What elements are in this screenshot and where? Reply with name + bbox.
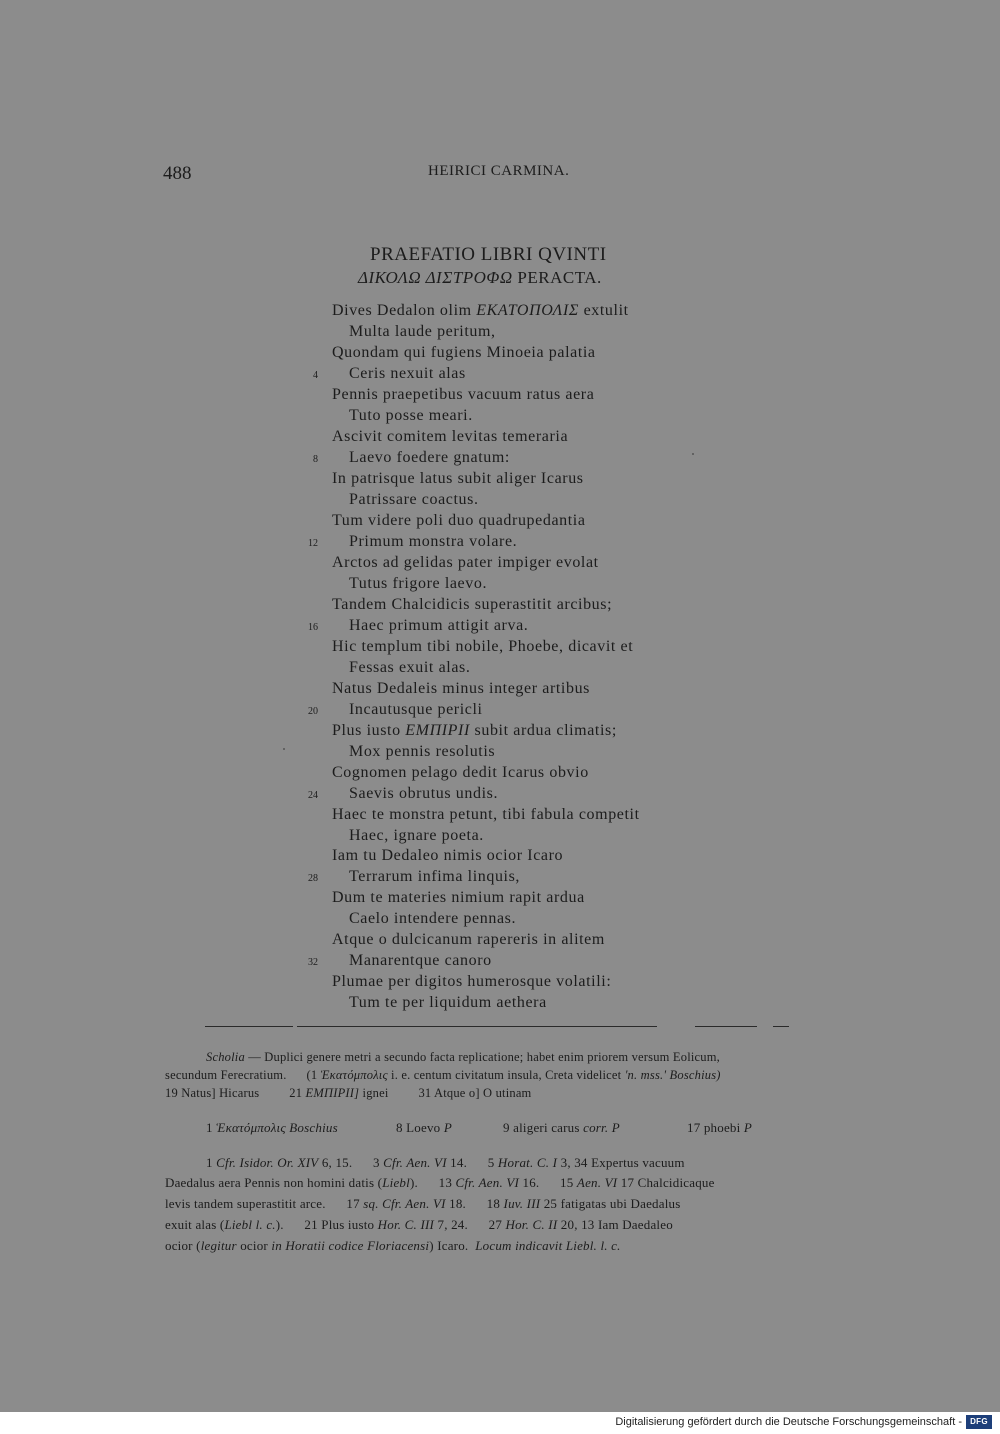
verse-text: Arctos ad gelidas pater impiger evolat	[332, 553, 599, 571]
source-text: levis tandem superastitit arce.	[165, 1196, 326, 1211]
verse-text: Haec primum attigit arva.	[349, 616, 529, 634]
verse-line	[349, 533, 517, 551]
scholia-greek: Ἑκατόμπολις	[320, 1068, 388, 1082]
scholia-text: ignei	[359, 1086, 389, 1100]
source-text: Daedalus aera Pennis non homini datis (	[165, 1175, 383, 1190]
verse-line	[332, 596, 612, 614]
source-citation: legitur	[200, 1238, 237, 1253]
verse-line	[332, 847, 563, 865]
verse-text: Dum te materies nimium rapit ardua	[332, 889, 585, 907]
verse-line	[349, 323, 496, 341]
source-text: 18.	[445, 1196, 466, 1211]
scholia-text: 21	[289, 1086, 306, 1100]
variant-siglum: P	[743, 1120, 753, 1135]
verse-line	[332, 638, 633, 656]
scholia-text: secundum Ferecratium.	[165, 1068, 287, 1082]
source-citation: Liebl	[382, 1175, 410, 1190]
source-text: 17 Chalcidicaque	[617, 1175, 715, 1190]
verse-text: Atque o dulcicanum rapereris in alitem	[332, 931, 605, 949]
line-number: 12	[308, 537, 318, 549]
verse-line	[332, 931, 605, 949]
variant-text: 9 aligeri carus	[503, 1120, 584, 1135]
scholia-text: Duplici genere metri a secundo facta replicatione; habet enim priorem versum Eolicum,	[264, 1050, 720, 1064]
source-line-3	[165, 1196, 681, 1212]
source-text: 3, 34 Expertus vacuum	[557, 1155, 685, 1170]
verse-text: Plus iusto	[332, 721, 406, 739]
scan-speck	[692, 453, 694, 455]
verse-text: Cognomen pelago dedit Icarus obvio	[332, 763, 589, 781]
verse-text: Tandem Chalcidicis superastitit arcibus;	[332, 595, 613, 613]
scholia-line-2	[165, 1068, 721, 1083]
verse-text: Haec te monstra petunt, tibi fabula competit	[332, 805, 640, 823]
subtitle-latin: PERACTA.	[517, 268, 602, 287]
verse-line	[349, 659, 470, 677]
source-line-4	[165, 1217, 673, 1233]
source-text: 6, 15.	[318, 1155, 353, 1170]
page-number: 488	[163, 163, 192, 184]
variant-text: 1	[206, 1120, 217, 1135]
scholia-text: 19 Natus] Hicarus	[165, 1086, 260, 1100]
scholia-dash: —	[244, 1050, 265, 1064]
verse-text: Pennis praepetibus vacuum ratus aera	[332, 385, 595, 403]
line-number: 4	[313, 369, 318, 381]
verse-text: Fessas exuit alas.	[349, 658, 471, 676]
scholia-text: i. e. centum civitatum insula, Creta videlicet	[387, 1068, 625, 1082]
source-citation: Cfr. Aen. VI	[455, 1175, 520, 1190]
verse-text: Plumae per digitos humerosque volatili:	[332, 973, 612, 991]
verse-text: Manarentque canoro	[349, 952, 492, 970]
source-citation: sq. Cfr. Aen. VI	[363, 1196, 446, 1211]
source-line-1	[206, 1155, 685, 1171]
verse-line	[349, 743, 495, 761]
verse-text: Terrarum infima linquis,	[349, 868, 521, 886]
verse-text: Ceris nexuit alas	[349, 364, 466, 382]
verse-text: Tutus frigore laevo.	[349, 574, 488, 592]
source-text: 5	[467, 1155, 498, 1170]
poem-subtitle	[358, 268, 602, 288]
scholia-line-1	[206, 1050, 720, 1065]
verse-text: Iam tu Dedaleo nimis ocior Icaro	[332, 847, 564, 865]
verse-line	[349, 952, 492, 970]
scan-speck	[283, 748, 285, 750]
source-text: ocior (	[165, 1238, 201, 1253]
source-text: ).	[409, 1175, 418, 1190]
verse-text: In patrisque latus subit aliger Icarus	[332, 469, 584, 487]
verse-line	[332, 764, 589, 782]
line-number: 20	[308, 705, 318, 717]
source-line-2	[165, 1175, 715, 1191]
variant-text: 8 Loevo	[396, 1120, 444, 1135]
verse-line	[349, 449, 510, 467]
scholia-text: 31 Atque o] O utinam	[418, 1086, 532, 1100]
verse-line	[332, 386, 594, 404]
verse-line	[349, 910, 516, 928]
verse-text: Saevis obrutus undis.	[349, 784, 499, 802]
verse-line	[332, 973, 611, 991]
verse-text: Dives Dedalon olim	[332, 302, 477, 319]
verse-greek: ΕΜΠΙΡΙΙ	[405, 721, 470, 739]
scholia-citation: 'n. mss.' Boschius)	[624, 1068, 721, 1082]
source-citation: Hor. C. III	[377, 1217, 435, 1232]
source-text: exuit alas (	[165, 1217, 225, 1232]
verse-line	[332, 680, 590, 698]
source-citation: Locum indicavit Liebl. l. c.	[475, 1238, 621, 1253]
source-citation: Cfr. Aen. VI	[383, 1155, 447, 1170]
verse-text: Haec, ignare poeta.	[349, 826, 484, 844]
line-number: 16	[308, 621, 318, 633]
source-text: 25 fatigatas ubi Daedalus	[540, 1196, 681, 1211]
source-citation: Cfr. Isidor. Or. XIV	[216, 1155, 319, 1170]
verse-line	[332, 344, 596, 362]
source-citation: Hor. C. II	[505, 1217, 558, 1232]
verse-line	[332, 470, 584, 488]
source-citation: Liebl l. c.	[224, 1217, 276, 1232]
separator-rule	[695, 1026, 757, 1027]
source-text: ocior	[236, 1238, 272, 1253]
verse-text: Primum monstra volare.	[349, 532, 518, 550]
source-text: 3	[352, 1155, 384, 1170]
separator-rule	[297, 1026, 657, 1027]
verse-line	[332, 512, 586, 530]
source-text: 18	[465, 1196, 504, 1211]
source-text: 16.	[519, 1175, 540, 1190]
verse-line	[332, 554, 599, 572]
subtitle-greek: ΔΙΚΟΛΩ ΔΙΣΤΡΟΦΩ	[358, 268, 513, 287]
source-text: 20, 13 Iam Daedaleo	[557, 1217, 673, 1232]
verse-line	[349, 785, 498, 803]
variant-siglum: corr. P	[583, 1120, 620, 1135]
source-line-5	[165, 1238, 621, 1254]
source-text: 15	[539, 1175, 577, 1190]
line-number: 32	[308, 957, 318, 969]
source-text: ).	[275, 1217, 284, 1232]
running-head: HEIRICI CARMINA.	[428, 163, 570, 179]
dfg-logo-icon[interactable]: DFG	[966, 1415, 992, 1429]
source-text: 17	[325, 1196, 364, 1211]
source-citation: Horat. C. I	[497, 1155, 558, 1170]
scholia-text: (1	[306, 1068, 321, 1082]
source-citation: in Horatii codice Floriacensi	[271, 1238, 430, 1253]
line-number: 24	[308, 789, 318, 801]
separator-rule	[205, 1026, 293, 1027]
source-text: 21 Plus iusto	[283, 1217, 378, 1232]
source-text: 13	[417, 1175, 456, 1190]
verse-text: Ascivit comitem levitas temeraria	[332, 427, 569, 445]
verse-line	[349, 365, 466, 383]
source-text: 7, 24.	[434, 1217, 468, 1232]
verse-text: Tum te per liquidum aethera	[349, 994, 547, 1012]
variant-line	[503, 1120, 620, 1136]
variant-line	[396, 1120, 452, 1136]
source-text: 1	[206, 1155, 217, 1170]
verse-line	[349, 868, 520, 886]
verse-text: Quondam qui fugiens Minoeia palatia	[332, 343, 596, 361]
source-citation: Iuv. III	[503, 1196, 541, 1211]
source-text: 27	[467, 1217, 506, 1232]
verse-greek: ΕΚΑΤΟΠΟΛΙΣ	[476, 302, 579, 319]
verse-text: Caelo intendere pennas.	[349, 910, 517, 928]
verse-line	[332, 722, 617, 740]
verse-line	[332, 889, 585, 907]
variant-greek: Ἑκατόμπολις	[216, 1120, 286, 1135]
verse-line	[332, 428, 568, 446]
verse-text: Incautusque pericli	[349, 700, 483, 718]
verse-line	[349, 994, 547, 1012]
verse-line	[349, 827, 484, 845]
variant-siglum: Boschius	[285, 1120, 338, 1135]
verse-text: Tuto posse meari.	[349, 406, 473, 424]
verse-line	[332, 302, 629, 320]
dfg-credit[interactable]: Digitalisierung gefördert durch die Deutsche Forschungsgemeinschaft -	[615, 1416, 962, 1428]
verse-line	[349, 575, 487, 593]
verse-text: extulit	[578, 302, 629, 319]
variant-line	[206, 1120, 338, 1136]
verse-text: Hic templum tibi nobile, Phoebe, dicavit et	[332, 637, 634, 655]
scholia-greek: ΕΜΠΙΡΙΙ]	[305, 1086, 360, 1100]
verse-text: Natus Dedaleis minus integer artibus	[332, 679, 590, 697]
verse-text: Laevo foedere gnatum:	[349, 448, 510, 466]
scholia-line-3	[165, 1086, 531, 1101]
verse-text: Tum videre poli duo quadrupedantia	[332, 511, 586, 529]
verse-line	[332, 806, 640, 824]
verse-line	[349, 491, 479, 509]
verse-text: Multa laude peritum,	[349, 322, 496, 340]
scholia-label: Scholia	[206, 1050, 245, 1064]
verse-text: subit ardua climatis;	[469, 721, 617, 739]
poem-title: PRAEFATIO LIBRI QVINTI	[370, 244, 607, 265]
verse-line	[349, 701, 483, 719]
verse-line	[349, 407, 473, 425]
variant-siglum: P	[443, 1120, 452, 1135]
verse-text: Mox pennis resolutis	[349, 742, 496, 760]
separator-rule	[773, 1026, 789, 1027]
variant-text: 17 phoebi	[687, 1120, 744, 1135]
verse-text: Patrissare coactus.	[349, 490, 479, 508]
line-number: 8	[313, 453, 318, 465]
source-text: 14.	[446, 1155, 468, 1170]
variant-line	[687, 1120, 752, 1136]
line-number: 28	[308, 873, 318, 885]
source-citation: Aen. VI	[576, 1175, 618, 1190]
source-text: ) Icaro.	[429, 1238, 476, 1253]
verse-line	[349, 617, 528, 635]
